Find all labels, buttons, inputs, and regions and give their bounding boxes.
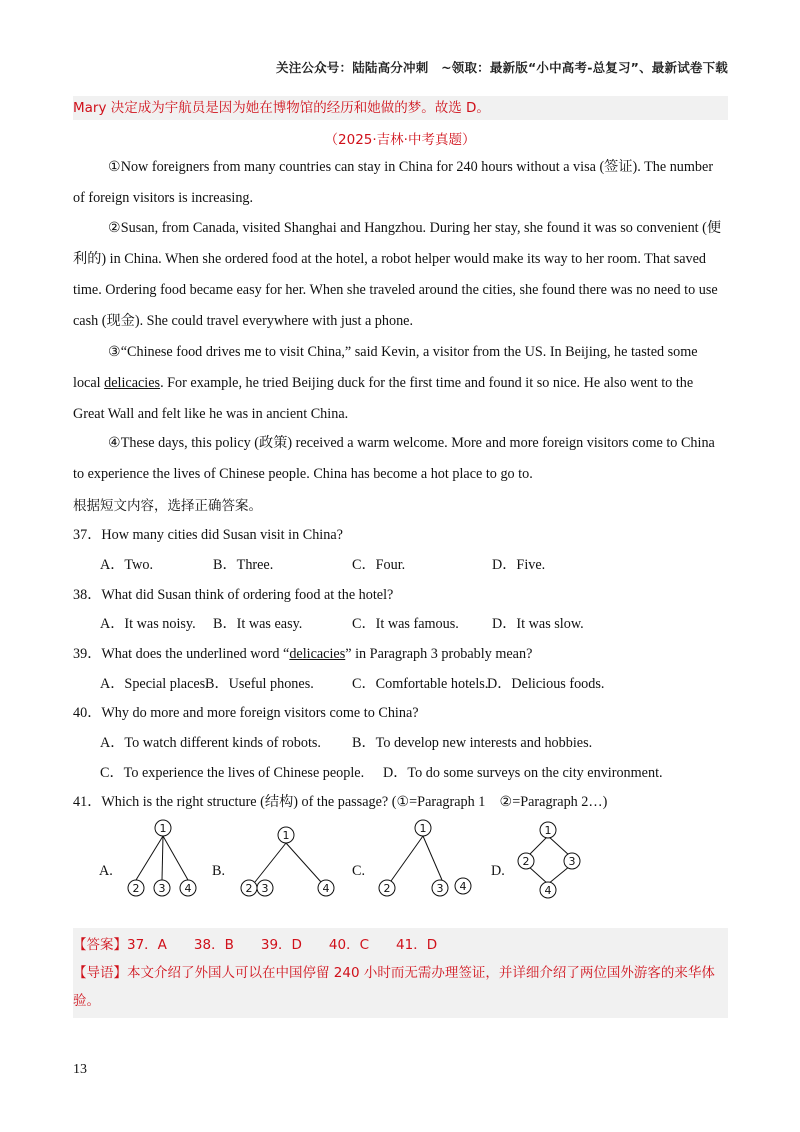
a-node-1: 1 bbox=[159, 822, 167, 835]
q41-option-b: B. bbox=[212, 863, 226, 879]
q41-option-d: D. bbox=[491, 863, 505, 879]
b-node-2: 2 bbox=[245, 882, 253, 895]
instruction: 根据短文内容，选择正确答案。 bbox=[73, 498, 262, 514]
q39-underlined-word: delicacies bbox=[289, 646, 346, 662]
q40-option-c: C．To experience the lives of Chinese people. bbox=[100, 765, 365, 781]
answer-line: 【答案】37．A 38．B 39．D 40．C 41．D bbox=[73, 937, 438, 953]
d-node-4: 4 bbox=[544, 884, 552, 897]
question-38: 38．What did Susan think of ordering food at the hotel? bbox=[73, 587, 394, 603]
q38-option-b: B．It was easy. bbox=[213, 616, 303, 632]
q38-option-c: C．It was famous. bbox=[352, 616, 459, 632]
q39-stem-start: 39．What does the underlined word “ bbox=[73, 646, 290, 662]
q37-option-c: C．Four. bbox=[352, 557, 406, 573]
c-node-2: 2 bbox=[383, 882, 391, 895]
q37-option-d: D．Five. bbox=[492, 557, 546, 573]
c-node-1: 1 bbox=[419, 822, 427, 835]
q40-option-b: B．To develop new interests and hobbies. bbox=[352, 735, 593, 751]
previous-answer-text: Mary 决定成为宇航员是因为她在博物馆的经历和她做的梦。故选 D。 bbox=[73, 100, 490, 116]
question-41: 41．Which is the right structure (结构) of the passage? (①=Paragraph 1 ②=Paragraph 2…) bbox=[73, 794, 608, 810]
q39-option-d: D．Delicious foods. bbox=[487, 676, 605, 692]
q41-option-a: A. bbox=[99, 863, 113, 879]
q39-stem-end: ” in Paragraph 3 probably mean? bbox=[345, 646, 533, 662]
question-source: （2025·吉林·中考真题） bbox=[324, 132, 476, 148]
page-header: 关注公众号：陆陆高分冲刺 ~领取：最新版“小中高考-总复习”、最新试卷下载 bbox=[276, 60, 728, 75]
underlined-word: delicacies bbox=[104, 375, 161, 391]
a-node-3: 3 bbox=[158, 882, 166, 895]
page-number: 13 bbox=[73, 1062, 87, 1077]
paragraph-3-start: ③“Chinese food drives me to visit China,” said Kevin, a visitor from the US. In Beijing, he tasted some local bbox=[73, 344, 698, 391]
c-node-3: 3 bbox=[436, 882, 444, 895]
q38-option-a: A．It was noisy. bbox=[100, 616, 196, 632]
b-node-3: 3 bbox=[261, 882, 269, 895]
q39-option-b: B．Useful phones. bbox=[205, 676, 314, 692]
q40-option-a: A．To watch different kinds of robots. bbox=[100, 735, 321, 751]
paragraph-3-end: . For example, he tried Beijing duck for the first time and found it so nice. He also went to the Great Wall and felt like he was in ancient China. bbox=[73, 375, 694, 422]
q37-option-b: B．Three. bbox=[213, 557, 274, 573]
b-node-1: 1 bbox=[282, 829, 290, 842]
d-node-1: 1 bbox=[544, 824, 552, 837]
q40-option-d: D．To do some surveys on the city environment. bbox=[383, 765, 663, 781]
q38-option-d: D．It was slow. bbox=[492, 616, 584, 632]
q39-option-c: C．Comfortable hotels. bbox=[352, 676, 489, 692]
b-node-4: 4 bbox=[322, 882, 330, 895]
d-node-2: 2 bbox=[522, 855, 530, 868]
a-node-4: 4 bbox=[184, 882, 192, 895]
d-node-3: 3 bbox=[568, 855, 576, 868]
question-40: 40．Why do more and more foreign visitors come to China? bbox=[73, 705, 419, 721]
q39-option-a: A．Special places. bbox=[100, 676, 209, 692]
paragraph-1: ①Now foreigners from many countries can stay in China for 240 hours without a visa (签证). The number of foreign visitors is increasing. bbox=[73, 159, 714, 206]
c-node-4: 4 bbox=[459, 880, 467, 893]
q37-option-a: A．Two. bbox=[100, 557, 153, 573]
question-37: 37．How many cities did Susan visit in China? bbox=[73, 527, 343, 543]
paragraph-2: ②Susan, from Canada, visited Shanghai and Hangzhou. During her stay, she found it was so convenient (便利的) in China. When she ordered food at the hotel, a robot helper would make its way to her room. That saved time. Ordering food became easy for her. When she traveled around the cities, she found there was no need to use cash (现金). She could travel everywhere with just a phone. bbox=[73, 220, 722, 329]
guide-line: 【导语】本文介绍了外国人可以在中国停留 240 小时而无需办理签证，并详细介绍了两位国外游客的来华体验。 bbox=[73, 965, 715, 1009]
q41-option-c: C. bbox=[352, 863, 366, 879]
answer-box bbox=[73, 928, 728, 1018]
a-node-2: 2 bbox=[132, 882, 140, 895]
paragraph-4: ④These days, this policy (政策) received a warm welcome. More and more foreign visitors come to China to experience the lives of Chinese people. China has become a hot place to go to. bbox=[73, 435, 715, 482]
